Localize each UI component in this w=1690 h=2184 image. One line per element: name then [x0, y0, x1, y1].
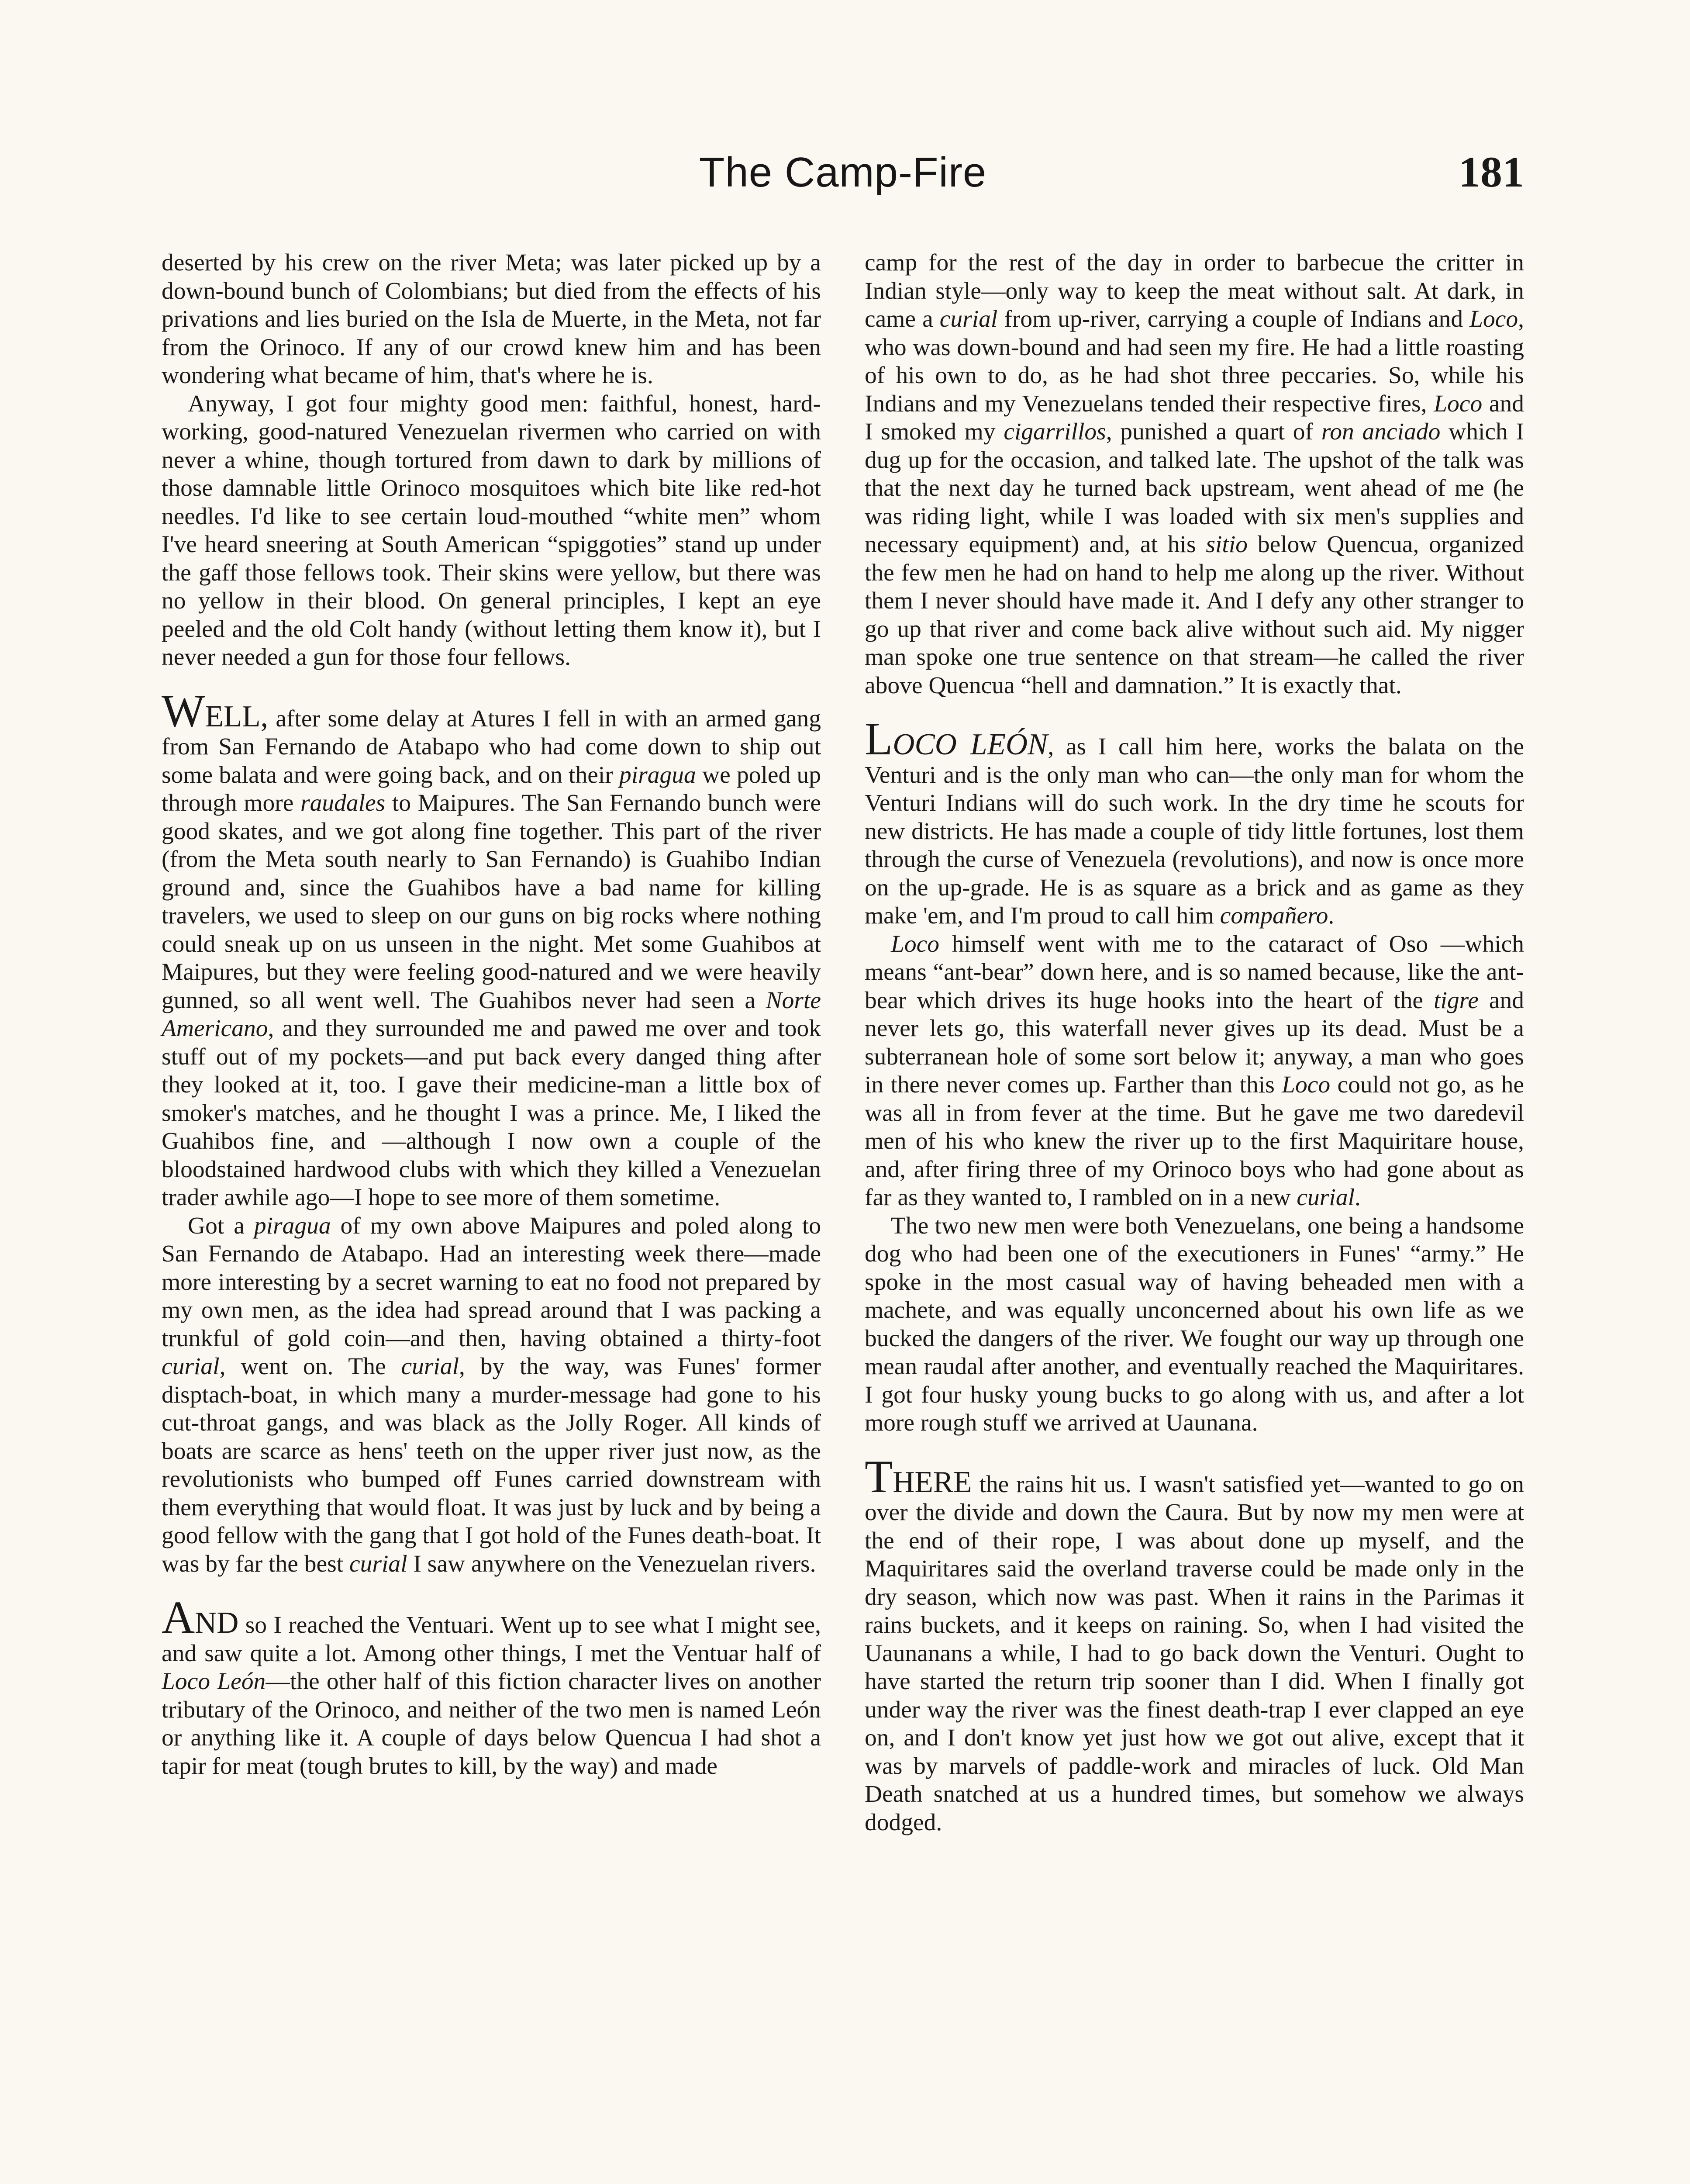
lead-in: ND — [195, 1606, 239, 1640]
paragraph: Anyway, I got four mighty good men: faithful, honest, hard-working, good-natured Venezuelan rivermen who carried on with never a whine, though tortured from dawn to dark by millions of those damnable little Orinoco mosquitoes which bite like red-hot needles. I'd like to see certain loud-mouthed “white men” whom I've heard sneering at South American “spiggoties” stand up under the gaff those fellows took. Their skins were yellow, but there was no yellow in their blood. On general principles, I kept an eye peeled and the old Colt handy (without letting them know it), but I never needed a gun for those four fellows. — [162, 390, 821, 670]
text-run: of my own above Maipures and poled along to San Fernando de Atabapo. Had an interesting week there—made more interesting by a secret warning to eat no food not prepared by my own men, as the idea had spread around that I was packing a trunkful of gold coin—and then, having obtained a thirty-foot — [162, 1212, 821, 1352]
italic-term: curial — [401, 1353, 459, 1380]
drop-cap: L — [865, 713, 893, 764]
text-run: and never lets go, this waterfall never gives up its dead. Must be a subterranean hole of some sort below it; anyway, a man who goes in there never comes up. Farther than this — [865, 987, 1524, 1098]
text-run: the rains hit us. I wasn't satisfied yet—wanted to go on over the divide and down the Caura. But by now my men were at the end of their rope, I was about done up myself, and the Maquiritares said the overland traverse could be made only in the dry season, which now was past. When it rains in the Parimas it rains buckets, and it keeps on raining. So, when I had visited the Uaunanans a while, I had to go back down the Venturi. Ought to have started the return trip sooner than I did. When I finally got under way the river was the finest death-trap I ever clapped an eye on, and I don't know yet just how we got out alive, except that it was by marvels of paddle-work and miracles of luck. Old Man Death snatched at us a hundred times, but somehow we always dodged. — [865, 1471, 1524, 1836]
drop-cap: T — [865, 1451, 893, 1502]
italic-term: ron anciado — [1321, 418, 1441, 445]
italic-term: tigre — [1434, 987, 1479, 1014]
text-run: , and they surrounded me and pawed me over and took stuff out of my pockets—and put back every danged thing after they looked at it, too. I gave their medicine-man a little box of smoker's matches, and he thought I was a prince. Me, I liked the Guahibos fine, and —although I now own a couple of the bloodstained hardwood clubs with which they killed a Venezuelan trader awhile ago—I hope to see more of them sometime. — [162, 1015, 821, 1211]
text-run: , went on. The — [219, 1353, 401, 1380]
text-run: which I dug up for the occasion, and talked late. The upshot of the talk was that the next day he turned back upstream, went ahead of me (he was riding light, while I was loaded with six men's supplies and necessary equipment) and, at his — [865, 418, 1524, 558]
text-run: , by the way, was Funes' former disptach-boat, in which many a murder-message had gone to his cut-throat gangs, and was black as the Jolly Roger. All kinds of boats are scarce as hens' teeth on the upper river just now, as the revolutionists who bumped off Funes carried downstream with them everything that would float. It was just by luck and by being a good fellow with the gang that I got hold of the Funes death-boat. It was by far the best — [162, 1353, 821, 1577]
text-run: so I reached the Ventuari. Went up to see what I might see, and saw quite a lot. Among other things, I met the Ventuar half of — [162, 1612, 821, 1667]
page-header — [162, 149, 1524, 210]
italic-term: compañero — [1220, 902, 1328, 929]
text-run: , who was down-bound and had seen my fire. He had a little roasting of his own to do, as he had shot three peccaries. So, while his Indians and my Venezuelans tended their respective fires, — [865, 306, 1524, 417]
section-paragraph — [162, 685, 821, 1212]
text-run: and I smoked my — [865, 390, 1524, 445]
text-run: himself went with me to the cataract of Oso —which means “ant-bear” down here, and is so named because, like the ant-bear which drives its huge hooks into the heart of the — [865, 930, 1524, 1014]
italic-term: curial — [162, 1353, 220, 1380]
italic-term: raudales — [300, 790, 386, 816]
section-paragraph — [162, 1592, 821, 1780]
text-run: , punished a quart of — [1106, 418, 1321, 445]
paragraph: deserted by his crew on the river Meta; was later picked up by a down-bound bunch of Colombians; but died from the effects of his privations and lies buried on the Isla de Muerte, in the Meta, not far from the Orinoco. If any of our crowd knew him and has been wondering what became of him, that's where he is. — [162, 249, 821, 389]
italic-term: curial — [349, 1550, 407, 1577]
text-run: below Quencua, organized the few men he had on hand to help me along up the river. Without them I never should have made it. And I defy any other stranger to go up that river and come back alive without such aid. My nigger man spoke one true sentence on that stream—he called the river above Quencua “hell and damnation.” It is exactly that. — [865, 531, 1524, 699]
lead-in: HERE — [893, 1465, 972, 1499]
text-run: camp for the rest of the day in order to barbecue the critter in Indian style—only way to keep the meat without salt. At dark, in came a — [865, 249, 1524, 332]
italic-term: Loco — [1469, 306, 1518, 332]
section-paragraph — [865, 713, 1524, 930]
text-run: —the other half of this fiction character lives on another tributary of the Orinoco, and neither of the two men is named León or anything like it. A couple of days below Quencua I had shot a tapir for meat (tough brutes to kill, by the way) and made — [162, 1668, 821, 1780]
right-column — [865, 249, 1524, 1837]
drop-cap: A — [162, 1592, 195, 1643]
text-run: Got a — [188, 1212, 254, 1239]
italic-term: piragua — [619, 761, 696, 788]
text-run: . — [1355, 1184, 1361, 1211]
italic-term: Loco — [1282, 1071, 1331, 1098]
text-run: . — [1328, 902, 1335, 929]
text-run: from up-river, carrying a couple of Indians and — [997, 306, 1470, 332]
text-run: I saw anywhere on the Venezuelan rivers. — [407, 1550, 816, 1577]
italic-term: Loco León — [162, 1668, 266, 1695]
paragraph: The two new men were both Venezuelans, one being a handsome dog who had been one of the executioners in Funes' “army.” He spoke in the most casual way of having beheaded men with a machete, and was equally unconcerned about his own life as we bucked the dangers of the river. We fought our way up through one mean raudal after another, and eventually reached the Maquiritares. I got four husky young bucks to go along with us, and after a lot more rough stuff we arrived at Uaunana. — [865, 1212, 1524, 1436]
text-run: , as I call him here, works the balata on the Venturi and is the only man who can—the only man for whom the Venturi Indians will do such work. In the dry time he scouts for new districts. He has made a couple of tidy little fortunes, lost them through the curse of Venezuela (revolutions), and now is once more on the up-grade. He is as square as a brick and as game as they make 'em, and I'm proud to call him — [865, 733, 1524, 929]
drop-cap: W — [162, 685, 205, 736]
italic-term: piragua — [254, 1212, 331, 1239]
paragraph — [865, 930, 1524, 1212]
italic-term: Loco — [891, 930, 939, 957]
italic-term: curial — [939, 306, 998, 332]
text-run: after some delay at Atures I fell in with an armed gang from San Fernando de Atabapo who had come down to ship out some balata and were going back, and on their — [162, 705, 821, 788]
italic-term: sitio — [1206, 531, 1248, 558]
text-run: could not go, as he was all in from fever at the time. But he gave me two daredevil men of his who knew the river up to the first Maquiritare house, and, after firing three of my Orinoco boys who had gone about as far as they wanted to, I rambled on in a new — [865, 1071, 1524, 1211]
page-number: 181 — [1459, 148, 1524, 196]
paragraph — [865, 249, 1524, 700]
italic-term: Norte Americano — [162, 987, 821, 1042]
italic-term: cigarrillos — [1004, 418, 1106, 445]
text-run: to Maipures. The San Fernando bunch were good skates, and we got along fine together. This part of the river (from the Meta south nearly to San Fernando) is Guahibo Indian ground and, since the Guahibos have a bad name for killing travelers, we used to sleep on our guns on big rocks where nothing could sneak up on us unseen in the night. Met some Guahibos at Maipures, but they were feeling good-natured and we were heavily gunned, so all went well. The Guahibos never had seen a — [162, 790, 821, 1014]
left-column — [162, 249, 821, 1780]
italic-term: curial — [1297, 1184, 1355, 1211]
section-paragraph — [865, 1451, 1524, 1837]
lead-in: OCO LEÓN — [893, 728, 1048, 761]
running-title: The Camp-Fire — [699, 149, 987, 196]
text-run: we poled up through more — [162, 761, 821, 816]
lead-in: ELL, — [205, 699, 268, 733]
paragraph — [162, 1212, 821, 1579]
italic-term: Loco — [1434, 390, 1483, 417]
